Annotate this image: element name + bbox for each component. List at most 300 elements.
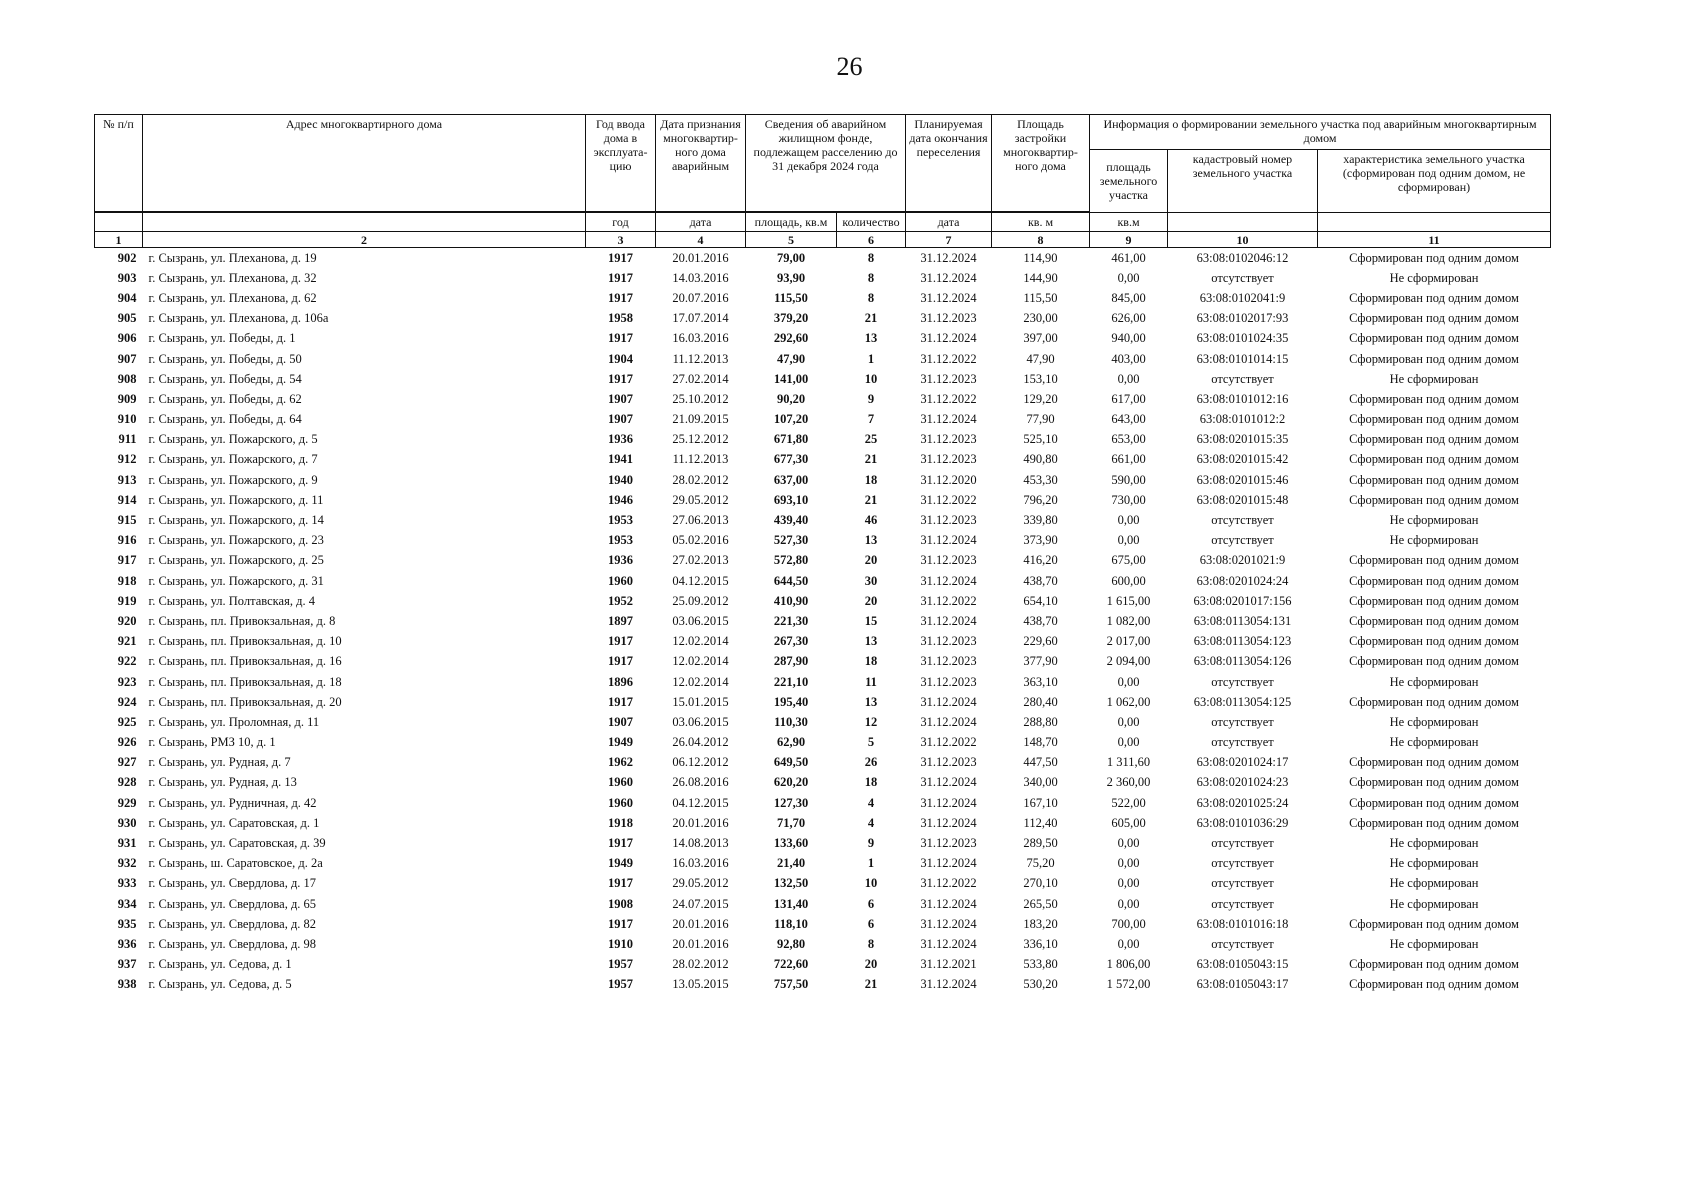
land-area: 0,00 [1117, 270, 1140, 285]
land-characteristic: Сформирован под одним домом [1349, 795, 1519, 810]
land-characteristic: Не сформирован [1389, 270, 1479, 285]
resident-count: 6 [867, 916, 875, 931]
recognition-date: 20.01.2016 [672, 815, 729, 830]
land-characteristic: Сформирован под одним домом [1349, 634, 1519, 649]
year-built: 1917 [608, 876, 633, 891]
table-row [95, 510, 1551, 530]
year-built: 1907 [608, 714, 633, 729]
year-built: 1960 [608, 775, 633, 790]
year-built: 1952 [608, 593, 633, 608]
year-built: 1896 [608, 674, 633, 689]
resident-count: 18 [864, 654, 878, 669]
year-built: 1917 [608, 916, 633, 931]
planned-resettlement-date: 31.12.2023 [920, 553, 977, 568]
column-number: 3 [586, 232, 656, 248]
building-area: 144,90 [1023, 270, 1058, 285]
table-row [95, 874, 1551, 894]
planned-resettlement-date: 31.12.2024 [920, 714, 977, 729]
planned-resettlement-date: 31.12.2024 [920, 694, 977, 709]
year-built: 1936 [608, 432, 633, 447]
address: г. Сызрань, ул. Победы, д. 64 [148, 412, 302, 427]
header-land-area: площадь земельного участка [1090, 150, 1168, 213]
table-row [95, 773, 1551, 793]
row-number: 910 [117, 412, 137, 427]
year-built: 1949 [608, 735, 633, 750]
address: г. Сызрань, пл. Привокзальная, д. 10 [148, 634, 342, 649]
recognition-date: 29.05.2012 [672, 492, 729, 507]
table-row [95, 652, 1551, 672]
year-built: 1917 [608, 371, 633, 386]
unit-land-sqm: кв.м [1090, 213, 1168, 232]
building-area: 115,50 [1023, 290, 1058, 305]
year-built: 1917 [608, 634, 633, 649]
year-built: 1949 [608, 856, 633, 871]
year-built: 1958 [608, 311, 633, 326]
planned-resettlement-date: 31.12.2024 [920, 775, 977, 790]
planned-resettlement-date: 31.12.2024 [920, 896, 977, 911]
table-row [95, 248, 1551, 269]
emergency-area: 572,80 [773, 553, 809, 568]
land-area: 0,00 [1117, 533, 1140, 548]
land-characteristic: Сформирован под одним домом [1349, 593, 1519, 608]
header-year: Год ввода дома в эксплуата-цию [586, 115, 656, 212]
address: г. Сызрань, ул. Плеханова, д. 62 [148, 290, 317, 305]
building-area: 167,10 [1023, 795, 1058, 810]
building-area: 416,20 [1023, 553, 1058, 568]
land-area: 643,00 [1111, 412, 1146, 427]
header-cadastral-number: кадастровый номер земельного участка [1168, 150, 1318, 213]
planned-resettlement-date: 31.12.2024 [920, 250, 977, 265]
planned-resettlement-date: 31.12.2023 [920, 311, 977, 326]
address: г. Сызрань, ул. Пожарского, д. 25 [148, 553, 324, 568]
recognition-date: 29.05.2012 [672, 876, 729, 891]
row-number: 918 [117, 573, 137, 588]
building-area: 153,10 [1023, 371, 1058, 386]
table-row [95, 793, 1551, 813]
land-area: 2 360,00 [1106, 775, 1151, 790]
recognition-date: 05.02.2016 [672, 533, 729, 548]
building-area: 453,30 [1023, 472, 1058, 487]
unit-sqm: кв. м [992, 213, 1090, 232]
address: г. Сызрань, ул. Победы, д. 54 [148, 371, 302, 386]
emergency-area: 677,30 [773, 452, 809, 467]
cadastral-number: отсутствует [1211, 714, 1274, 729]
address: г. Сызрань, ул. Саратовская, д. 1 [148, 815, 320, 830]
land-characteristic: Сформирован под одним домом [1349, 311, 1519, 326]
table-row [95, 268, 1551, 288]
land-characteristic: Не сформирован [1389, 371, 1479, 386]
table-row [95, 753, 1551, 773]
recognition-date: 26.04.2012 [672, 735, 729, 750]
address: г. Сызрань, пл. Привокзальная, д. 16 [148, 654, 342, 669]
year-built: 1917 [608, 836, 633, 851]
recognition-date: 25.10.2012 [672, 391, 729, 406]
resident-count: 6 [867, 896, 875, 911]
land-characteristic: Не сформирован [1389, 856, 1479, 871]
land-characteristic: Не сформирован [1389, 714, 1479, 729]
table-row [95, 833, 1551, 853]
recognition-date: 13.05.2015 [672, 977, 729, 992]
column-number: 5 [746, 232, 837, 248]
address: г. Сызрань, ул. Пожарского, д. 31 [148, 573, 324, 588]
land-area: 0,00 [1117, 896, 1140, 911]
planned-resettlement-date: 31.12.2024 [920, 856, 977, 871]
land-characteristic: Не сформирован [1389, 674, 1479, 689]
year-built: 1904 [608, 351, 633, 366]
planned-resettlement-date: 31.12.2023 [920, 836, 977, 851]
planned-resettlement-date: 31.12.2024 [920, 331, 977, 346]
land-area: 600,00 [1111, 573, 1146, 588]
unit-count: количество [837, 213, 906, 232]
table-row [95, 288, 1551, 308]
cadastral-number: 63:08:0113054:126 [1193, 654, 1292, 669]
planned-resettlement-date: 31.12.2022 [920, 492, 977, 507]
land-characteristic: Сформирован под одним домом [1349, 412, 1519, 427]
building-area: 438,70 [1023, 573, 1058, 588]
land-area: 653,00 [1111, 432, 1146, 447]
row-number: 936 [117, 936, 137, 951]
land-area: 617,00 [1111, 391, 1146, 406]
row-number: 903 [117, 270, 137, 285]
emergency-housing-table [94, 114, 1551, 995]
cadastral-number: 63:08:0101036:29 [1196, 815, 1289, 830]
resident-count: 9 [867, 836, 875, 851]
cadastral-number: 63:08:0201017:156 [1193, 593, 1292, 608]
planned-resettlement-date: 31.12.2024 [920, 977, 977, 992]
cadastral-number: 63:08:0201015:35 [1196, 432, 1289, 447]
emergency-area: 133,60 [773, 836, 809, 851]
planned-resettlement-date: 31.12.2021 [920, 957, 977, 972]
column-number: 6 [837, 232, 906, 248]
table-row [95, 672, 1551, 692]
recognition-date: 14.08.2013 [672, 836, 729, 851]
land-area: 0,00 [1117, 836, 1140, 851]
address: г. Сызрань, ул. Свердлова, д. 98 [148, 936, 317, 951]
row-number: 905 [117, 311, 137, 326]
resident-count: 11 [865, 674, 877, 689]
land-characteristic: Не сформирован [1389, 513, 1479, 528]
land-characteristic: Не сформирован [1389, 533, 1479, 548]
emergency-area: 292,60 [773, 331, 809, 346]
land-characteristic: Сформирован под одним домом [1349, 452, 1519, 467]
land-characteristic: Сформирован под одним домом [1349, 755, 1519, 770]
planned-resettlement-date: 31.12.2023 [920, 452, 977, 467]
row-number: 938 [117, 977, 137, 992]
building-area: 397,00 [1023, 331, 1058, 346]
planned-resettlement-date: 31.12.2022 [920, 735, 977, 750]
building-area: 280,40 [1023, 694, 1058, 709]
building-area: 377,90 [1023, 654, 1058, 669]
table-row [95, 894, 1551, 914]
row-number: 906 [117, 331, 137, 346]
cadastral-number: отсутствует [1211, 533, 1274, 548]
planned-resettlement-date: 31.12.2023 [920, 755, 977, 770]
recognition-date: 06.12.2012 [672, 755, 729, 770]
column-number: 4 [656, 232, 746, 248]
resident-count: 18 [864, 472, 878, 487]
recognition-date: 11.12.2013 [672, 452, 729, 467]
land-characteristic: Не сформирован [1389, 735, 1479, 750]
table-row [95, 430, 1551, 450]
table-row [95, 975, 1551, 995]
recognition-date: 27.02.2013 [672, 553, 729, 568]
address: г. Сызрань, ул. Свердлова, д. 65 [148, 896, 317, 911]
address: г. Сызрань, ул. Седова, д. 1 [148, 957, 292, 972]
year-built: 1957 [608, 977, 633, 992]
building-area: 339,80 [1023, 513, 1058, 528]
year-built: 1917 [608, 250, 633, 265]
table-row [95, 934, 1551, 954]
resident-count: 21 [864, 492, 878, 507]
row-number: 913 [117, 472, 137, 487]
unit-area: площадь, кв.м [746, 213, 837, 232]
resident-count: 21 [864, 311, 878, 326]
planned-resettlement-date: 31.12.2023 [920, 371, 977, 386]
address: г. Сызрань, ул. Свердлова, д. 17 [148, 876, 317, 891]
address: г. Сызрань, ул. Пожарского, д. 11 [148, 492, 324, 507]
year-built: 1962 [608, 755, 633, 770]
cadastral-number: 63:08:0201024:24 [1196, 573, 1289, 588]
emergency-area: 267,30 [773, 634, 809, 649]
land-area: 700,00 [1111, 916, 1146, 931]
recognition-date: 20.07.2016 [672, 290, 729, 305]
row-number: 917 [117, 553, 137, 568]
land-characteristic: Сформирован под одним домом [1349, 472, 1519, 487]
recognition-date: 27.06.2013 [672, 513, 729, 528]
land-characteristic: Не сформирован [1389, 876, 1479, 891]
planned-resettlement-date: 31.12.2023 [920, 513, 977, 528]
row-number: 920 [117, 613, 137, 628]
building-area: 270,10 [1023, 876, 1058, 891]
building-area: 77,90 [1026, 412, 1055, 427]
land-characteristic: Сформирован под одним домом [1349, 916, 1519, 931]
cadastral-number: 63:08:0105043:17 [1196, 977, 1289, 992]
recognition-date: 20.01.2016 [672, 916, 729, 931]
building-area: 336,10 [1023, 936, 1058, 951]
header-recognition-date: Дата признания многоквартир-ного дома аварийным [656, 115, 746, 212]
land-characteristic: Сформирован под одним домом [1349, 391, 1519, 406]
row-number: 924 [117, 694, 137, 709]
land-area: 675,00 [1111, 553, 1146, 568]
recognition-date: 03.06.2015 [672, 613, 729, 628]
row-number: 919 [117, 593, 137, 608]
row-number: 935 [117, 916, 137, 931]
land-area: 1 062,00 [1106, 694, 1151, 709]
building-area: 490,80 [1023, 452, 1058, 467]
emergency-area: 79,00 [776, 250, 806, 265]
land-area: 403,00 [1111, 351, 1146, 366]
address: г. Сызрань, ул. Пожарского, д. 5 [148, 432, 318, 447]
cadastral-number: 63:08:0201015:42 [1196, 452, 1289, 467]
table-row [95, 470, 1551, 490]
building-area: 447,50 [1023, 755, 1058, 770]
land-area: 2 017,00 [1106, 634, 1151, 649]
year-built: 1907 [608, 412, 633, 427]
table-header [95, 115, 1551, 248]
emergency-area: 410,90 [773, 593, 809, 608]
row-number: 904 [117, 290, 137, 305]
column-number: 9 [1090, 232, 1168, 248]
resident-count: 12 [864, 714, 878, 729]
column-number: 7 [906, 232, 992, 248]
land-area: 0,00 [1117, 735, 1140, 750]
row-number: 929 [117, 795, 137, 810]
cadastral-number: отсутствует [1211, 876, 1274, 891]
land-characteristic: Не сформирован [1389, 936, 1479, 951]
planned-resettlement-date: 31.12.2022 [920, 593, 977, 608]
land-characteristic: Сформирован под одним домом [1349, 432, 1519, 447]
resident-count: 7 [867, 412, 875, 427]
building-area: 533,80 [1023, 957, 1058, 972]
table-row [95, 551, 1551, 571]
address: г. Сызрань, ул. Победы, д. 50 [148, 351, 302, 366]
emergency-area: 637,00 [773, 472, 809, 487]
emergency-area: 649,50 [773, 755, 809, 770]
planned-resettlement-date: 31.12.2024 [920, 916, 977, 931]
year-built: 1908 [608, 896, 633, 911]
year-built: 1910 [608, 936, 633, 951]
land-characteristic: Сформирован под одним домом [1349, 977, 1519, 992]
resident-count: 15 [864, 613, 878, 628]
address: г. Сызрань, ул. Победы, д. 1 [148, 331, 296, 346]
table-row [95, 733, 1551, 753]
header-emergency-info: Сведения об аварийном жилищном фонде, подлежащем расселению до 31 декабря 2024 года [746, 115, 906, 212]
building-area: 530,20 [1023, 977, 1058, 992]
emergency-area: 644,50 [773, 573, 809, 588]
row-number: 921 [117, 634, 137, 649]
page-number: 26 [836, 52, 863, 81]
land-area: 661,00 [1111, 452, 1146, 467]
table-row [95, 611, 1551, 631]
column-number: 2 [143, 232, 586, 248]
header-number: № п/п [95, 115, 143, 212]
land-characteristic: Сформирован под одним домом [1349, 957, 1519, 972]
cadastral-number: отсутствует [1211, 371, 1274, 386]
table-row [95, 531, 1551, 551]
building-area: 129,20 [1023, 391, 1058, 406]
cadastral-number: 63:08:0105043:15 [1196, 957, 1289, 972]
column-number: 1 [95, 232, 143, 248]
planned-resettlement-date: 31.12.2024 [920, 290, 977, 305]
land-area: 1 082,00 [1106, 613, 1151, 628]
address: г. Сызрань, ул. Плеханова, д. 19 [148, 250, 317, 265]
planned-resettlement-date: 31.12.2023 [920, 654, 977, 669]
resident-count: 8 [867, 270, 875, 285]
row-number: 937 [117, 957, 137, 972]
table-row [95, 349, 1551, 369]
building-area: 265,50 [1023, 896, 1058, 911]
recognition-date: 15.01.2015 [672, 694, 729, 709]
address: г. Сызрань, ул. Пожарского, д. 9 [148, 472, 318, 487]
address: г. Сызрань, пл. Привокзальная, д. 20 [148, 694, 342, 709]
column-number: 11 [1318, 232, 1551, 248]
emergency-area: 141,00 [773, 371, 809, 386]
row-number: 911 [118, 432, 137, 447]
address: г. Сызрань, ул. Победы, д. 62 [148, 391, 302, 406]
address: г. Сызрань, ул. Рудная, д. 7 [148, 755, 291, 770]
resident-count: 30 [864, 573, 878, 588]
address: г. Сызрань, ул. Пожарского, д. 7 [148, 452, 318, 467]
table-row [95, 854, 1551, 874]
land-area: 1 311,60 [1106, 755, 1151, 770]
year-built: 1936 [608, 553, 633, 568]
cadastral-number: 63:08:0201021:9 [1199, 553, 1286, 568]
recognition-date: 11.12.2013 [672, 351, 729, 366]
row-number: 934 [117, 896, 137, 911]
planned-resettlement-date: 31.12.2023 [920, 634, 977, 649]
year-built: 1917 [608, 270, 633, 285]
land-area: 0,00 [1117, 371, 1140, 386]
building-area: 112,40 [1023, 815, 1058, 830]
row-number: 930 [117, 815, 137, 830]
table-row [95, 389, 1551, 409]
year-built: 1917 [608, 290, 633, 305]
column-number: 10 [1168, 232, 1318, 248]
land-characteristic: Сформирован под одним домом [1349, 250, 1519, 265]
land-characteristic: Сформирован под одним домом [1349, 613, 1519, 628]
year-built: 1946 [608, 492, 633, 507]
emergency-area: 132,50 [773, 876, 809, 891]
resident-count: 13 [864, 533, 878, 548]
cadastral-number: 63:08:0201024:23 [1196, 775, 1289, 790]
land-area: 605,00 [1111, 815, 1146, 830]
table-row [95, 712, 1551, 732]
address: г. Сызрань, ул. Полтавская, д. 4 [148, 593, 315, 608]
land-characteristic: Не сформирован [1389, 836, 1479, 851]
year-built: 1960 [608, 795, 633, 810]
recognition-date: 24.07.2015 [672, 896, 729, 911]
address: г. Сызрань, ул. Седова, д. 5 [148, 977, 292, 992]
year-built: 1917 [608, 331, 633, 346]
address: г. Сызрань, ул. Плеханова, д. 106а [148, 311, 329, 326]
emergency-area: 118,10 [774, 916, 808, 931]
address: г. Сызрань, РМЗ 10, д. 1 [148, 735, 276, 750]
recognition-date: 16.03.2016 [672, 856, 729, 871]
cadastral-number: 63:08:0102046:12 [1196, 250, 1289, 265]
land-characteristic: Сформирован под одним домом [1349, 492, 1519, 507]
row-number: 907 [117, 351, 137, 366]
header-land-plot-info: Информация о формировании земельного участка под аварийным многоквартирным домом [1090, 115, 1551, 150]
table-row [95, 914, 1551, 934]
recognition-date: 04.12.2015 [672, 573, 729, 588]
planned-resettlement-date: 31.12.2022 [920, 876, 977, 891]
row-number: 914 [117, 492, 137, 507]
planned-resettlement-date: 31.12.2024 [920, 533, 977, 548]
recognition-date: 25.09.2012 [672, 593, 729, 608]
header-resettlement-date: Планируемая дата окончания переселения [906, 115, 992, 212]
row-number: 916 [117, 533, 137, 548]
recognition-date: 25.12.2012 [672, 432, 729, 447]
resident-count: 21 [864, 977, 878, 992]
land-area: 0,00 [1117, 513, 1140, 528]
land-area: 0,00 [1117, 936, 1140, 951]
building-area: 340,00 [1023, 775, 1058, 790]
header-address: Адрес многоквартирного дома [143, 115, 586, 212]
resident-count: 13 [864, 634, 878, 649]
cadastral-number: отсутствует [1211, 856, 1274, 871]
recognition-date: 04.12.2015 [672, 795, 729, 810]
address: г. Сызрань, пл. Привокзальная, д. 18 [148, 674, 342, 689]
address: г. Сызрань, ул. Пожарского, д. 23 [148, 533, 324, 548]
building-area: 438,70 [1023, 613, 1058, 628]
building-area: 654,10 [1023, 593, 1058, 608]
emergency-area: 221,10 [773, 674, 809, 689]
row-number: 902 [117, 250, 137, 265]
emergency-area: 110,30 [774, 714, 808, 729]
recognition-date: 16.03.2016 [672, 331, 729, 346]
recognition-date: 12.02.2014 [672, 654, 729, 669]
planned-resettlement-date: 31.12.2024 [920, 573, 977, 588]
